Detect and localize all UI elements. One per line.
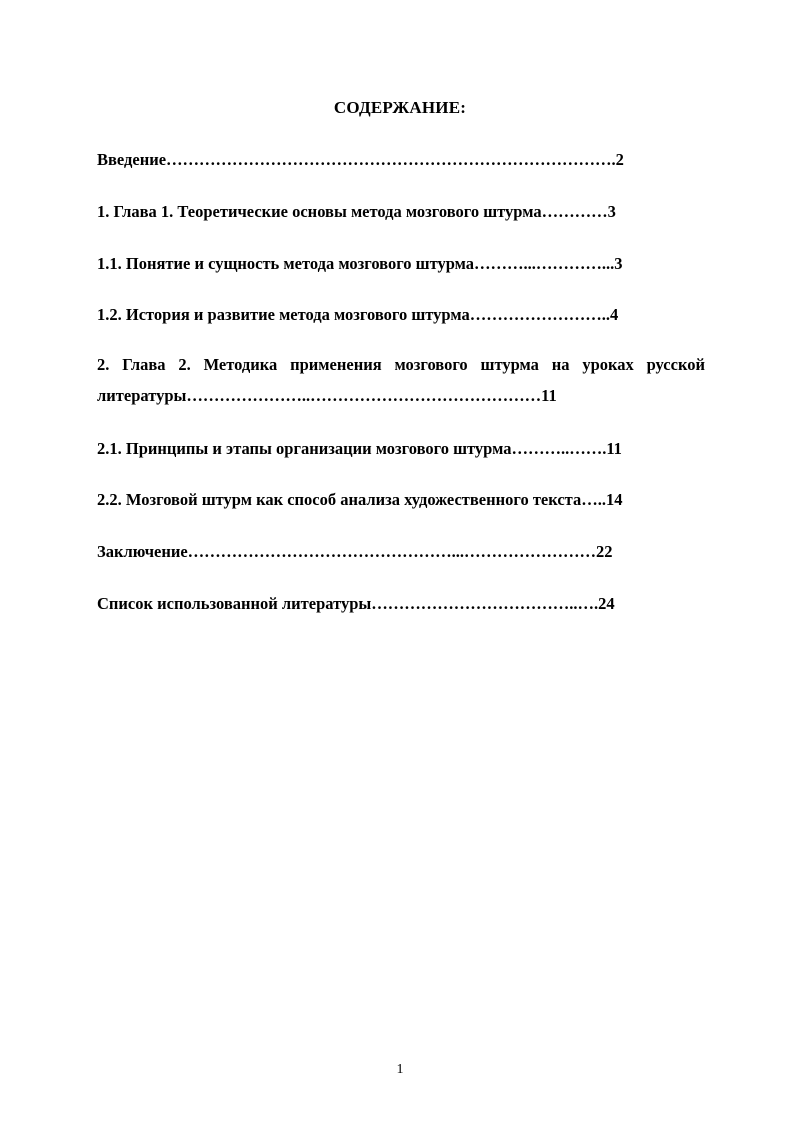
- toc-entry-chapter-2: 2. Глава 2. Методика применения мозгового штурма на уроках русской литературы…………………..……………………………………11: [97, 355, 705, 405]
- toc-entry-conclusion: Заключение…………………………………………...……………………22: [97, 542, 613, 561]
- toc-entry-bibliography: Список использованной литературы………………………………..….24: [97, 594, 615, 613]
- toc-entry-introduction: Введение……………………………………………………………………….2: [97, 150, 624, 169]
- toc-entry-section-2-1: 2.1. Принципы и этапы организации мозгового штурма………..…….11: [97, 439, 622, 458]
- toc-entry-chapter-1: 1. Глава 1. Теоретические основы метода мозгового штурма…………3: [97, 202, 616, 221]
- toc-entry-section-1-2: 1.2. История и развитие метода мозгового штурма……………………..4: [97, 305, 619, 324]
- page-number: 1: [396, 1062, 404, 1077]
- toc-heading: СОДЕРЖАНИЕ:: [333, 98, 467, 117]
- toc-entry-section-1-1: 1.1. Понятие и сущность метода мозгового штурма………...…………...3: [97, 254, 623, 273]
- toc-entry-section-2-2: 2.2. Мозговой штурм как способ анализа художественного текста…..14: [97, 490, 623, 509]
